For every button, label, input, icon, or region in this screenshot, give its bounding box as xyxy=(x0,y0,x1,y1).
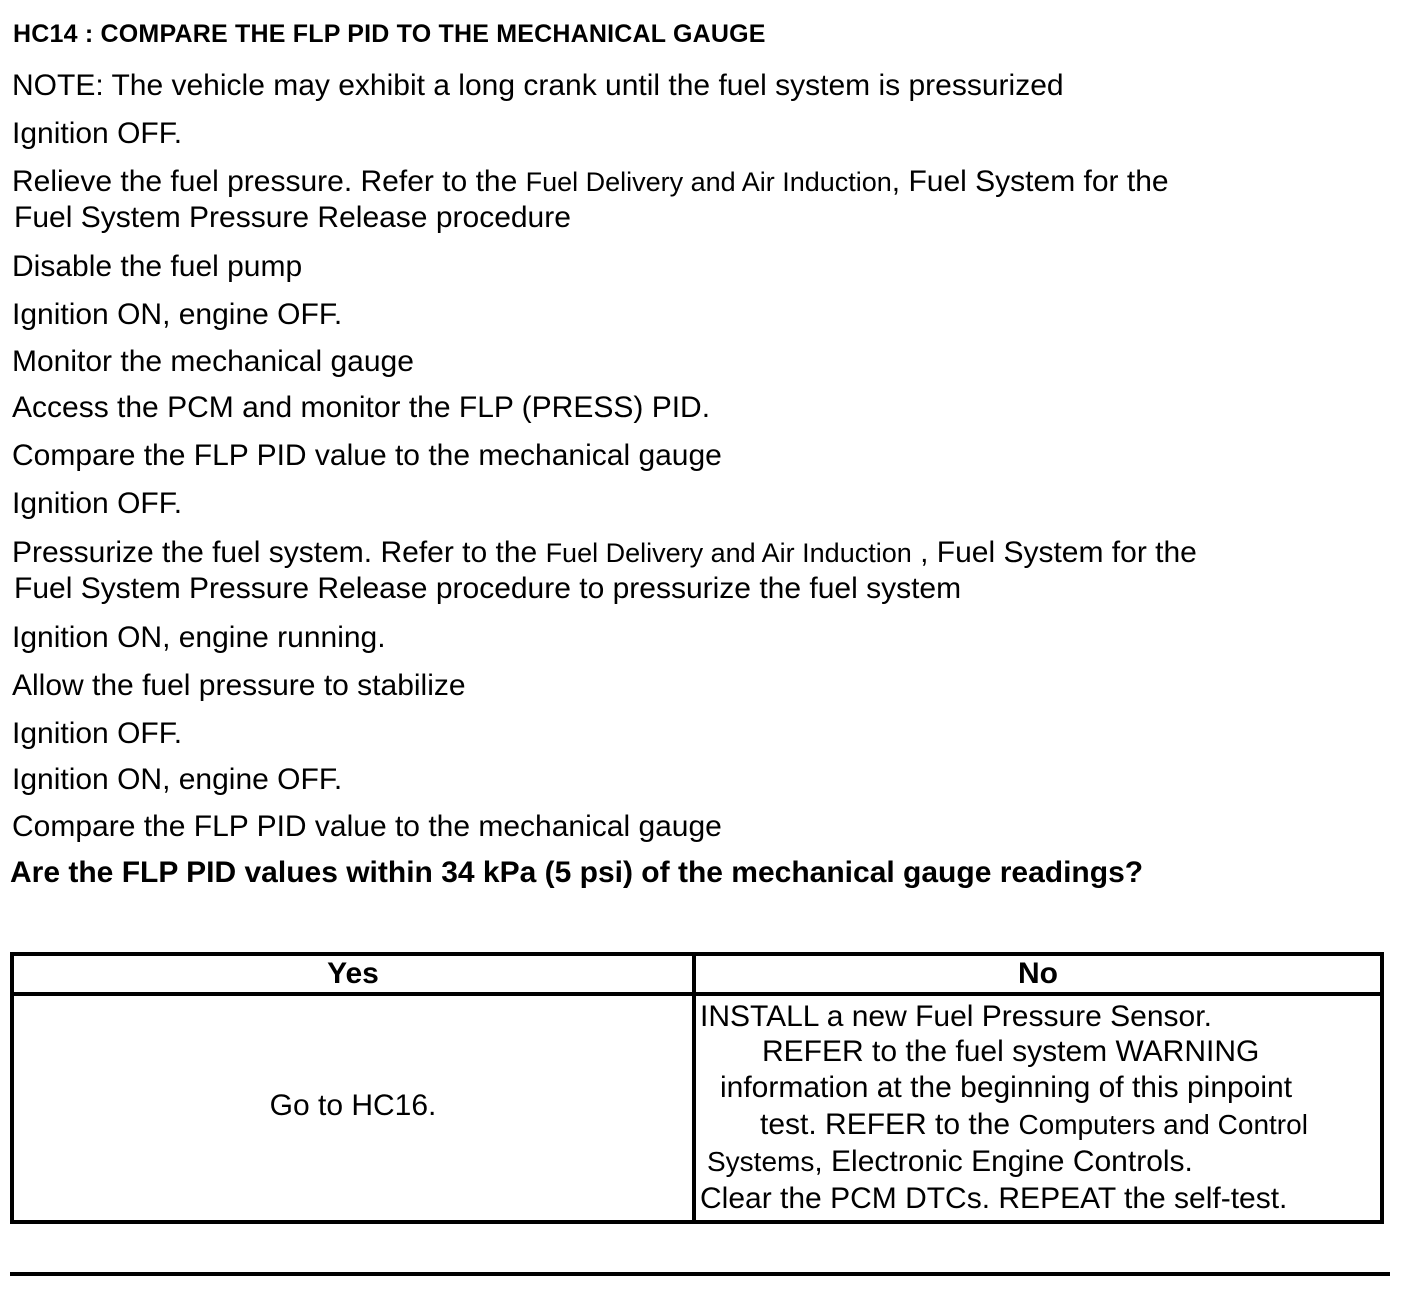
step-text: , Fuel System for the xyxy=(891,165,1169,198)
no-action-line xyxy=(700,1143,1376,1180)
step-disable-fuel-pump: Disable the fuel pump xyxy=(12,250,303,283)
no-action-line: Clear the PCM DTCs. REPEAT the self-test. xyxy=(700,1182,1288,1215)
step-ignition-on-engine-off: Ignition ON, engine OFF. xyxy=(12,763,343,796)
go-to-hc16-link[interactable]: Go to HC16. xyxy=(269,1089,437,1122)
no-action-line: REFER to the fuel system WARNING xyxy=(762,1035,1260,1068)
yes-header: Yes xyxy=(12,954,694,994)
step-monitor-gauge: Monitor the mechanical gauge xyxy=(12,345,414,378)
page-divider xyxy=(10,1272,1390,1276)
step-pressurize-fuel-system xyxy=(12,535,1197,607)
no-action-line: INSTALL a new Fuel Pressure Sensor. xyxy=(700,1000,1212,1033)
step-text: Relieve the fuel pressure. Refer to the xyxy=(12,165,526,198)
reference-link[interactable]: Fuel Delivery and Air Induction xyxy=(545,538,912,568)
no-header: No xyxy=(694,954,1382,994)
step-ignition-off: Ignition OFF. xyxy=(12,487,183,520)
step-ignition-off: Ignition OFF. xyxy=(12,717,183,750)
step-ignition-on-engine-off: Ignition ON, engine OFF. xyxy=(12,298,343,331)
step-allow-stabilize: Allow the fuel pressure to stabilize xyxy=(12,669,466,702)
page-title: HC14 : COMPARE THE FLP PID TO THE MECHANICAL GAUGE xyxy=(13,20,766,48)
step-relieve-fuel-pressure xyxy=(12,164,1169,236)
no-action-line xyxy=(700,1106,1376,1143)
step-note: NOTE: The vehicle may exhibit a long crank until the fuel system is pressurized xyxy=(12,69,1064,102)
test-question: Are the FLP PID values within 34 kPa (5 psi) of the mechanical gauge readings? xyxy=(10,856,1144,889)
reference-link[interactable]: Computers and Control xyxy=(1018,1109,1308,1140)
step-ignition-off: Ignition OFF. xyxy=(12,117,183,150)
reference-link[interactable]: Systems xyxy=(707,1146,815,1177)
no-action-cell xyxy=(694,994,1382,1222)
step-text: Fuel System Pressure Release procedure to pressurize the fuel system xyxy=(14,572,962,605)
step-access-pcm: Access the PCM and monitor the FLP (PRESS) PID. xyxy=(12,391,711,424)
no-action-line: information at the beginning of this pinpoint xyxy=(720,1071,1293,1104)
no-action-text: , Electronic Engine Controls. xyxy=(814,1145,1193,1178)
step-text: , Fuel System for the xyxy=(911,536,1197,569)
step-ignition-on-engine-running: Ignition ON, engine running. xyxy=(12,621,386,654)
step-text: Pressurize the fuel system. Refer to the xyxy=(12,536,546,569)
step-text: Fuel System Pressure Release procedure xyxy=(14,201,571,234)
result-table xyxy=(10,952,1384,1224)
step-compare-pid: Compare the FLP PID value to the mechanical gauge xyxy=(12,439,722,472)
step-compare-pid: Compare the FLP PID value to the mechanical gauge xyxy=(12,810,722,843)
no-action-text: test. REFER to the xyxy=(760,1108,1019,1141)
yes-action-cell xyxy=(12,994,694,1222)
reference-link[interactable]: Fuel Delivery and Air Induction xyxy=(525,167,892,197)
